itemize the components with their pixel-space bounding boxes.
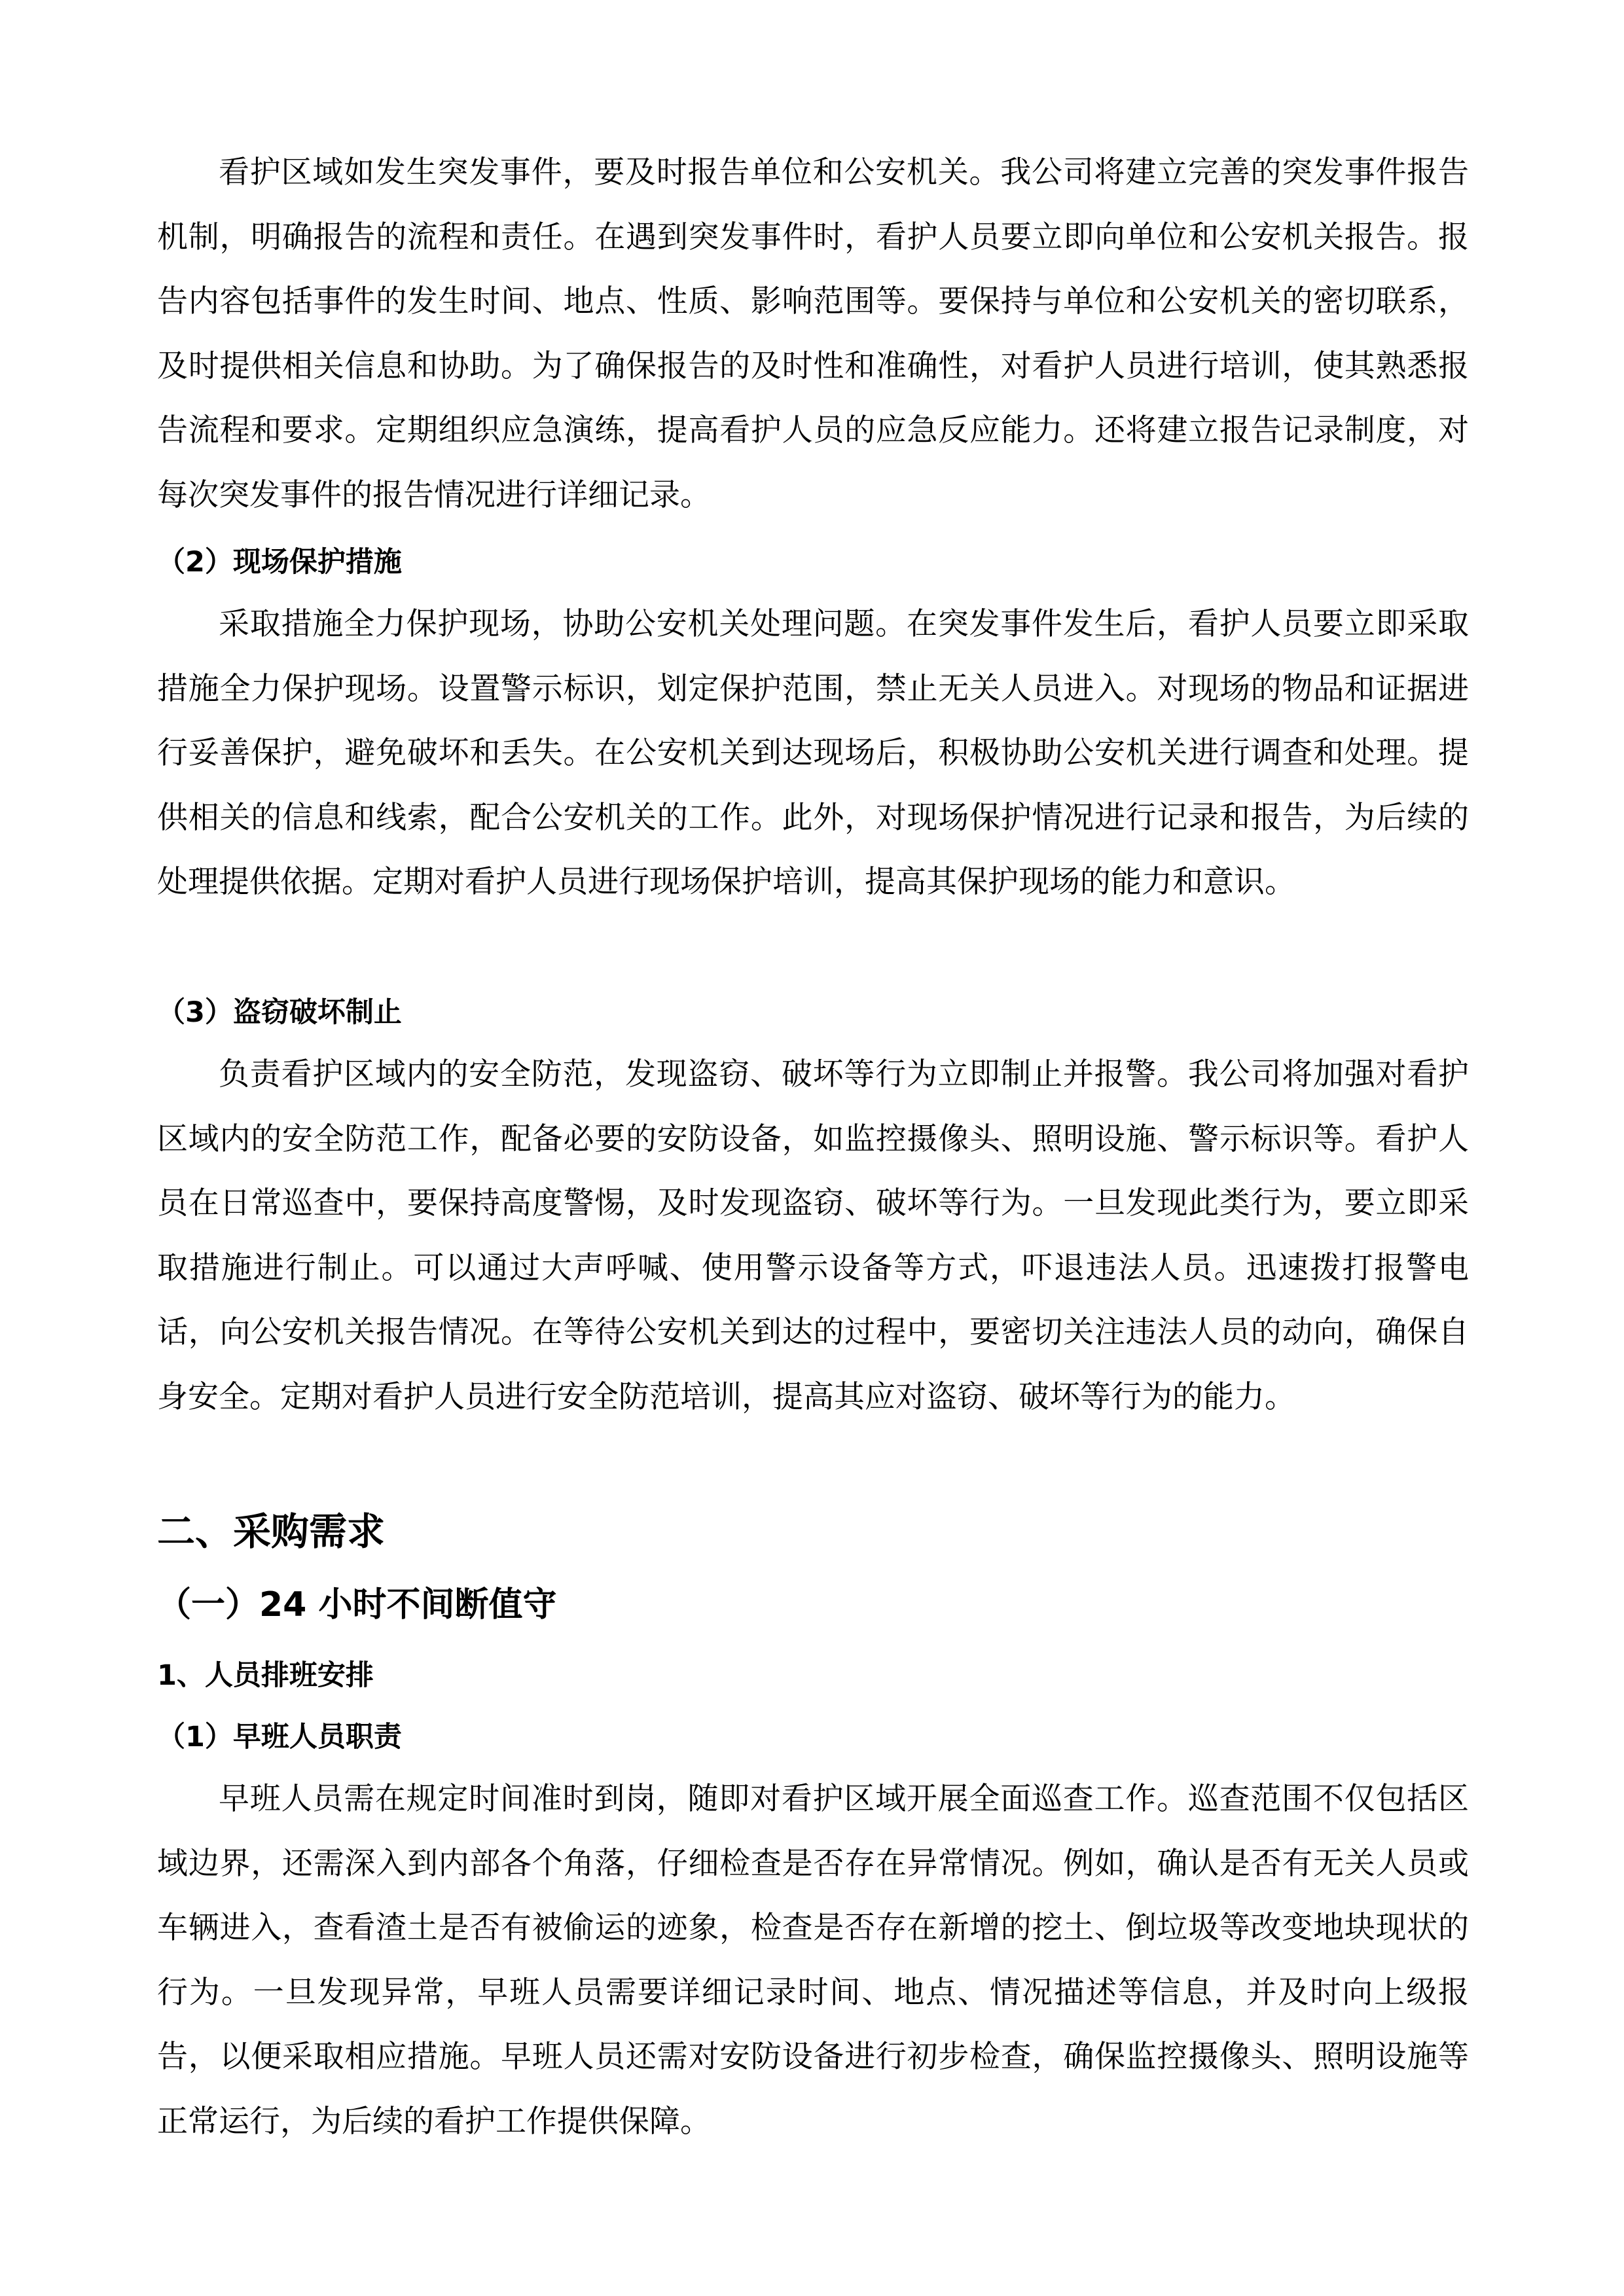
paragraph-scene-protection: 采取措施全力保护现场，协助公安机关处理问题。在突发事件发生后，看护人员要立即采取措施全力保护现场。设置警示标识，划定保护范围，禁止无关人员进入。对现场的物品和证据进行妥善保护，避免破坏和丢失。在公安机关到达现场后，积极协助公安机关进行调查和处理。提供相关的信息和线索，配合公安机关的工作。此外，对现场保护情况进行记录和报告，为后续的处理提供依据。定期对看护人员进行现场保护培训，提高其保护现场的能力和意识。 [157, 606, 1469, 901]
subheading-morning-shift: （1）早班人员职责 [157, 1721, 402, 1753]
subheading-scene-protection: （2）现场保护措施 [157, 546, 402, 579]
section-heading-staff-scheduling: 1、人员排班安排 [157, 1659, 374, 1692]
section-heading-procurement: 二、采购需求 [157, 1509, 386, 1554]
subheading-theft-prevention: （3）盗窃破坏制止 [157, 996, 402, 1029]
section-heading-24h-duty: （一）24 小时不间断值守 [157, 1585, 557, 1624]
paragraph-theft-prevention: 负责看护区域内的安全防范，发现盗窃、破坏等行为立即制止并报警。我公司将加强对看护区域内的安全防范工作，配备必要的安防设备，如监控摄像头、照明设施、警示标识等。看护人员在日常巡查中，要保持高度警惕，及时发现盗窃、破坏等行为。一旦发现此类行为，要立即采取措施进行制止。可以通过大声呼喊、使用警示设备等方式，吓退违法人员。迅速拨打报警电话，向公安机关报告情况。在等待公安机关到达的过程中，要密切关注违法人员的动向，确保自身安全。定期对看护人员进行安全防范培训，提高其应对盗窃、破坏等行为的能力。 [157, 1056, 1469, 1415]
paragraph-emergency-reporting: 看护区域如发生突发事件，要及时报告单位和公安机关。我公司将建立完善的突发事件报告机制，明确报告的流程和责任。在遇到突发事件时，看护人员要立即向单位和公安机关报告。报告内容包括事件的发生时间、地点、性质、影响范围等。要保持与单位和公安机关的密切联系，及时提供相关信息和协助。为了确保报告的及时性和准确性，对看护人员进行培训，使其熟悉报告流程和要求。定期组织应急演练，提高看护人员的应急反应能力。还将建立报告记录制度，对每次突发事件的报告情况进行详细记录。 [157, 154, 1469, 513]
paragraph-morning-shift: 早班人员需在规定时间准时到岗，随即对看护区域开展全面巡查工作。巡查范围不仅包括区域边界，还需深入到内部各个角落，仔细检查是否存在异常情况。例如，确认是否有无关人员或车辆进入，查看渣土是否有被偷运的迹象，检查是否存在新增的挖土、倒垃圾等改变地块现状的行为。一旦发现异常，早班人员需要详细记录时间、地点、情况描述等信息，并及时向上级报告，以便采取相应措施。早班人员还需对安防设备进行初步检查，确保监控摄像头、照明设施等正常运行，为后续的看护工作提供保障。 [157, 1781, 1469, 2140]
